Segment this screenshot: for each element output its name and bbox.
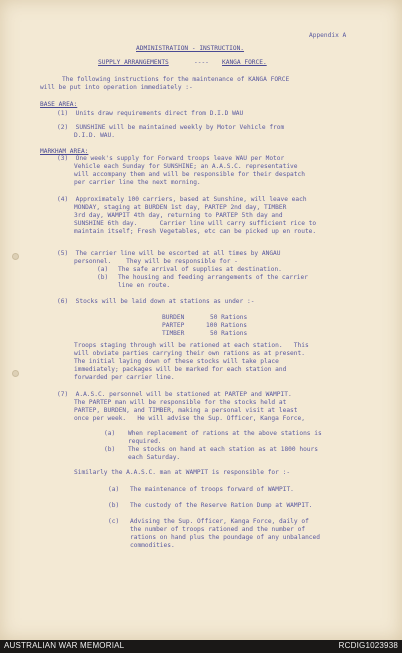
item-text: The custody of the Reserve Ration Dump at WAMPIT. [130,502,313,509]
item-text: The safe arrival of supplies at destination. [118,266,282,273]
item-marker: (c) [108,518,120,525]
paragraph-line: The initial laying down of these stocks will take place [74,358,279,365]
paragraph-line: immediately; packages will be marked for each station and [74,366,287,373]
stock-station: BURDEN [162,314,185,321]
section-heading: MARKHAM AREA: [40,148,89,155]
item-text: commodities. [130,542,175,549]
subtitle-left: SUPPLY ARRANGEMENTS [98,59,169,66]
item-marker: (a) [104,430,116,437]
paragraph-line: 3rd day, WAMPIT 4th day, returning to PARTEP 5th day and [74,212,283,219]
paragraph-line: The PARTEP man will be responsible for the stocks held at [74,399,287,406]
paragraph-line: (7) A.A.S.C. personnel will be stationed at PARTEP and WAMPIT. [57,391,292,398]
item-text: rations on hand plus the poundage of any unbalanced [130,534,320,541]
item-marker: (b) [108,502,120,509]
stock-quantity: 50 Rations [210,330,248,337]
paragraph-line: will obviate parties carrying their own rations as at present. [74,350,305,357]
stock-quantity: 100 Rations [206,322,247,329]
stock-station: PARTEP [162,322,185,329]
item-text: the number of troops rationed and the number of [130,526,306,533]
item-marker: (a) [108,486,120,493]
paragraph-line: per carrier line the next morning. [74,179,201,186]
punch-hole [12,370,19,377]
intro-line: will be put into operation immediately :- [40,84,193,91]
paragraph-line: personnel. They will be responsible for - [74,258,238,265]
paragraph-line: (3) One week's supply for Forward troops leave WAU per Motor [57,155,285,162]
paragraph-line: once per week. He will advise the Sup. Officer, Kanga Force, [74,415,305,422]
punch-hole [12,253,19,260]
paragraph-line: SUNSHINE 6th day. Carrier line will carry sufficient rice to [74,220,317,227]
archive-footer [0,640,402,653]
paragraph-line: Similarly the A.A.S.C. man at WAMPIT is responsible for :- [74,469,291,476]
section-heading: BASE AREA: [40,101,78,108]
intro-line: The following instructions for the maintenance of KANGA FORCE [62,76,290,83]
item-text: each Saturday. [128,454,181,461]
item-text: The housing and feeding arrangements of the carrier [118,274,308,281]
paragraph-line: (1) Units draw requirements direct from D.I.D WAU [57,110,244,117]
paragraph-line: (4) Approximately 100 carriers, based at Sunshine, will leave each [57,196,307,203]
item-marker: (b) [97,274,109,281]
subtitle-separator: ---- [194,59,209,66]
item-text: line en route. [118,282,171,289]
item-marker: (a) [97,266,109,273]
item-text: The maintenance of troops forward of WAMPIT. [130,486,294,493]
item-text: required. [128,438,162,445]
document-title: ADMINISTRATION - INSTRUCTION. [136,45,245,52]
archive-name: AUSTRALIAN WAR MEMORIAL [4,641,125,650]
paragraph-line: PARTEP, BURDEN, and TIMBER, making a personal visit at least [74,407,298,414]
item-marker: (b) [104,446,116,453]
paragraph-line: (2) SUNSHINE will be maintained weekly by Motor Vehicle from [57,124,285,131]
subtitle-right: KANGA FORCE. [222,59,267,66]
item-text: Advising the Sup. Officer, Kanga Force, daily of [130,518,309,525]
paragraph-line: will accompany them and will be responsible for their despatch [74,171,305,178]
item-text: The stocks on hand at each station as at 1800 hours [128,446,318,453]
paragraph-line: Troops staging through will be rationed at each station. This [74,342,309,349]
paragraph-line: D.I.D. WAU. [74,132,115,139]
paragraph-line: MONDAY, staging at BURDEN 1st day, PARTEP 2nd day, TIMBER [74,204,287,211]
stock-station: TIMBER [162,330,185,337]
item-text: When replacement of rations at the above stations is [128,430,322,437]
paragraph-line: forwarded per carrier line. [74,374,175,381]
record-id: RCDIG1023938 [338,641,398,650]
stock-quantity: 50 Rations [210,314,248,321]
paragraph-line: maintain itself; Fresh Vegetables, etc can be picked up en route. [74,228,317,235]
paragraph-line: Vehicle each Sunday for SUNSHINE; an A.A.S.C. representative [74,163,298,170]
paragraph-line: (5) The carrier line will be escorted at all times by ANGAU [57,250,281,257]
appendix-label: Appendix A [309,32,347,39]
paragraph-line: (6) Stocks will be laid down at stations as under :- [57,298,255,305]
